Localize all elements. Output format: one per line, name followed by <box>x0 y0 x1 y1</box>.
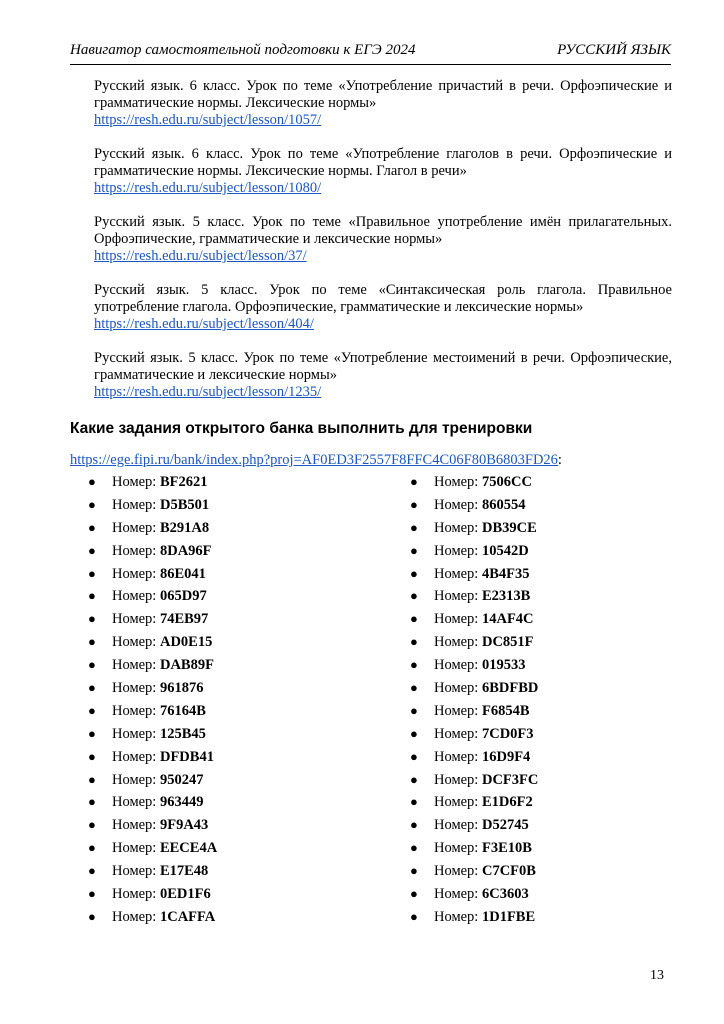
bullet-icon: ● <box>88 680 96 696</box>
task-code: 1CAFFA <box>159 908 216 925</box>
task-number-label: Номер: <box>434 702 479 719</box>
task-code: 6C3603 <box>481 886 529 903</box>
bullet-icon: ● <box>88 908 96 924</box>
task-code: E2313B <box>481 588 531 605</box>
header-subject: РУССКИЙ ЯЗЫК <box>557 42 671 58</box>
task-item <box>410 860 538 883</box>
task-item <box>410 723 538 746</box>
task-code: 7CD0F3 <box>481 725 534 742</box>
task-list-right <box>410 471 538 929</box>
bullet-icon: ● <box>410 748 418 764</box>
lesson-item <box>94 282 672 333</box>
bullet-icon: ● <box>410 863 418 879</box>
task-code: 7506CC <box>481 474 532 490</box>
task-number-label: Номер: <box>112 771 157 788</box>
task-code: 74EB97 <box>159 611 209 628</box>
task-number-label: Номер: <box>434 680 479 697</box>
lesson-text: Русский язык. 5 класс. Урок по теме «Употребление местоимений в речи. Орфоэпические, грамматические и лексические нормы» <box>94 350 672 383</box>
bullet-icon: ● <box>88 588 96 604</box>
bullet-icon: ● <box>88 634 96 650</box>
task-item <box>410 631 538 654</box>
lesson-link[interactable]: https://resh.edu.ru/subject/lesson/404/ <box>94 316 314 332</box>
task-code: AD0E15 <box>159 634 213 651</box>
task-code: E1D6F2 <box>481 794 533 811</box>
bullet-icon: ● <box>410 794 418 810</box>
task-item <box>88 860 217 883</box>
task-code: 019533 <box>481 657 526 674</box>
task-item <box>410 814 538 837</box>
task-number-label: Номер: <box>112 588 157 605</box>
bullet-icon: ● <box>88 657 96 673</box>
bullet-icon: ● <box>88 565 96 581</box>
task-number-label: Номер: <box>434 588 479 605</box>
task-item <box>88 563 217 586</box>
bullet-icon: ● <box>88 794 96 810</box>
task-item <box>410 494 538 517</box>
task-number-label: Номер: <box>112 863 157 880</box>
task-code: 860554 <box>481 496 526 513</box>
task-code: 4B4F35 <box>481 565 530 582</box>
task-item <box>410 883 538 906</box>
task-code: 14AF4C <box>481 611 534 628</box>
task-code: F6854B <box>481 702 530 719</box>
task-code: DC851F <box>481 634 534 651</box>
lesson-link[interactable]: https://resh.edu.ru/subject/lesson/1235/ <box>94 384 322 400</box>
bullet-icon: ● <box>410 588 418 604</box>
bullet-icon: ● <box>410 634 418 650</box>
task-code: 963449 <box>159 794 204 811</box>
task-number-label: Номер: <box>434 840 479 857</box>
task-item <box>410 906 538 929</box>
lesson-item <box>94 214 672 265</box>
task-code: EECE4A <box>159 840 218 857</box>
task-item <box>88 585 217 608</box>
task-code: 9F9A43 <box>159 817 209 834</box>
task-number-label: Номер: <box>434 886 479 903</box>
task-item <box>88 791 217 814</box>
task-item <box>410 471 538 494</box>
task-number-label: Номер: <box>434 611 479 628</box>
task-item <box>88 471 217 494</box>
bullet-icon: ● <box>88 474 96 489</box>
task-number-label: Номер: <box>434 771 479 788</box>
bullet-icon: ● <box>88 817 96 833</box>
bullet-icon: ● <box>410 771 418 787</box>
task-number-label: Номер: <box>112 794 157 811</box>
task-number-label: Номер: <box>112 817 157 834</box>
header-title: Навигатор самостоятельной подготовки к ЕГЭ 2024 <box>70 42 416 58</box>
task-code: 961876 <box>159 680 204 697</box>
task-item <box>88 883 217 906</box>
task-number-label: Номер: <box>434 748 479 765</box>
task-number-label: Номер: <box>434 725 479 742</box>
task-number-label: Номер: <box>112 474 157 490</box>
lesson-item <box>94 350 672 401</box>
task-number-label: Номер: <box>112 702 157 719</box>
task-number-label: Номер: <box>112 496 157 513</box>
task-item <box>410 837 538 860</box>
lesson-text: Русский язык. 5 класс. Урок по теме «Правильное употребление имён прилагательных. Орфоэпические, грамматические и лексические нормы» <box>94 214 672 247</box>
task-item <box>88 608 217 631</box>
task-item <box>410 769 538 792</box>
bullet-icon: ● <box>410 474 418 489</box>
bullet-icon: ● <box>410 702 418 718</box>
task-number-label: Номер: <box>112 680 157 697</box>
task-number-label: Номер: <box>112 657 157 674</box>
task-code: 8DA96F <box>159 542 212 559</box>
task-number-label: Номер: <box>434 908 479 925</box>
page-number: 13 <box>650 968 664 983</box>
task-number-label: Номер: <box>434 565 479 582</box>
task-number-label: Номер: <box>434 657 479 674</box>
task-code: 125B45 <box>159 725 206 742</box>
section-title: Какие задания открытого банка выполнить для тренировки <box>70 420 533 437</box>
task-number-label: Номер: <box>434 634 479 651</box>
task-number-label: Номер: <box>112 519 157 536</box>
bank-link[interactable]: https://ege.fipi.ru/bank/index.php?proj=AF0ED3F2557F8FFC4C06F80B6803FD26 <box>70 452 558 468</box>
bullet-icon: ● <box>410 680 418 696</box>
task-number-label: Номер: <box>434 542 479 559</box>
task-number-label: Номер: <box>112 748 157 765</box>
bullet-icon: ● <box>410 542 418 558</box>
task-item <box>410 677 538 700</box>
task-code: DCF3FC <box>481 771 539 788</box>
task-item <box>88 517 217 540</box>
task-item <box>410 585 538 608</box>
task-list-left <box>88 471 217 929</box>
task-code: 0ED1F6 <box>159 886 211 903</box>
task-item <box>410 517 538 540</box>
bullet-icon: ● <box>410 886 418 902</box>
lesson-link[interactable]: https://resh.edu.ru/subject/lesson/1080/ <box>94 180 322 196</box>
task-code: D5B501 <box>159 496 210 513</box>
task-item <box>88 700 217 723</box>
task-item <box>88 631 217 654</box>
bullet-icon: ● <box>410 840 418 856</box>
bullet-icon: ● <box>410 565 418 581</box>
lesson-text: Русский язык. 5 класс. Урок по теме «Синтаксическая роль глагола. Правильное употребление глагола. Орфоэпические, грамматические и лексические нормы» <box>94 282 672 315</box>
task-code: 950247 <box>159 771 204 788</box>
task-item <box>88 746 217 769</box>
lesson-list <box>94 78 672 418</box>
task-number-label: Номер: <box>434 496 479 513</box>
task-code: DB39CE <box>481 519 537 536</box>
lesson-text: Русский язык. 6 класс. Урок по теме «Употребление причастий в речи. Орфоэпические и грамматические нормы. Лексические нормы» <box>94 78 672 111</box>
task-code: C7CF0B <box>481 863 536 880</box>
task-item <box>88 837 217 860</box>
task-item <box>88 769 217 792</box>
lesson-link[interactable]: https://resh.edu.ru/subject/lesson/1057/ <box>94 112 322 128</box>
task-number-label: Номер: <box>112 840 157 857</box>
task-code: 16D9F4 <box>481 748 531 765</box>
lesson-text: Русский язык. 6 класс. Урок по теме «Употребление глаголов в речи. Орфоэпические и грамматические нормы. Лексические нормы. Глагол в речи» <box>94 146 672 179</box>
bullet-icon: ● <box>88 542 96 558</box>
task-item <box>410 540 538 563</box>
task-code: DAB89F <box>159 657 214 674</box>
task-number-label: Номер: <box>112 542 157 559</box>
task-item <box>88 654 217 677</box>
task-code: D52745 <box>481 817 529 834</box>
task-item <box>88 540 217 563</box>
bank-link-line <box>70 452 562 469</box>
task-code: 76164B <box>159 702 206 719</box>
task-number-label: Номер: <box>112 886 157 903</box>
task-number-label: Номер: <box>112 908 157 925</box>
task-item <box>410 563 538 586</box>
task-item <box>410 746 538 769</box>
task-number-label: Номер: <box>112 725 157 742</box>
task-code: E17E48 <box>159 863 209 880</box>
task-code: B291A8 <box>159 519 210 536</box>
task-code: 86E041 <box>159 565 206 582</box>
bullet-icon: ● <box>88 496 96 512</box>
bullet-icon: ● <box>410 817 418 833</box>
task-item <box>410 791 538 814</box>
bullet-icon: ● <box>410 908 418 924</box>
task-item <box>88 723 217 746</box>
bullet-icon: ● <box>88 519 96 535</box>
bullet-icon: ● <box>88 886 96 902</box>
task-item <box>88 814 217 837</box>
task-code: 10542D <box>481 542 529 559</box>
task-item <box>410 608 538 631</box>
task-number-label: Номер: <box>112 634 157 651</box>
lesson-item <box>94 78 672 129</box>
task-number-label: Номер: <box>112 611 157 628</box>
task-code: 6BDFBD <box>481 680 539 697</box>
bullet-icon: ● <box>88 748 96 764</box>
bullet-icon: ● <box>410 496 418 512</box>
task-item <box>410 654 538 677</box>
task-item <box>88 677 217 700</box>
task-item <box>410 700 538 723</box>
lesson-item <box>94 146 672 197</box>
task-code: 1D1FBE <box>481 908 536 925</box>
task-number-label: Номер: <box>112 565 157 582</box>
bullet-icon: ● <box>410 519 418 535</box>
task-number-label: Номер: <box>434 817 479 834</box>
bullet-icon: ● <box>88 611 96 627</box>
bullet-icon: ● <box>88 771 96 787</box>
bank-link-suffix: : <box>557 452 562 468</box>
bullet-icon: ● <box>410 657 418 673</box>
task-number-label: Номер: <box>434 794 479 811</box>
bullet-icon: ● <box>410 611 418 627</box>
bullet-icon: ● <box>88 863 96 879</box>
lesson-link[interactable]: https://resh.edu.ru/subject/lesson/37/ <box>94 248 307 264</box>
task-number-label: Номер: <box>434 474 479 490</box>
page-header <box>70 42 671 65</box>
bullet-icon: ● <box>88 702 96 718</box>
bullet-icon: ● <box>88 840 96 856</box>
task-code: F3E10B <box>481 840 532 857</box>
bullet-icon: ● <box>88 725 96 741</box>
task-item <box>88 494 217 517</box>
task-code: BF2621 <box>159 474 208 490</box>
task-number-label: Номер: <box>434 863 479 880</box>
task-code: 065D97 <box>159 588 207 605</box>
task-code: DFDB41 <box>159 748 214 765</box>
task-item <box>88 906 217 929</box>
task-number-label: Номер: <box>434 519 479 536</box>
bullet-icon: ● <box>410 725 418 741</box>
